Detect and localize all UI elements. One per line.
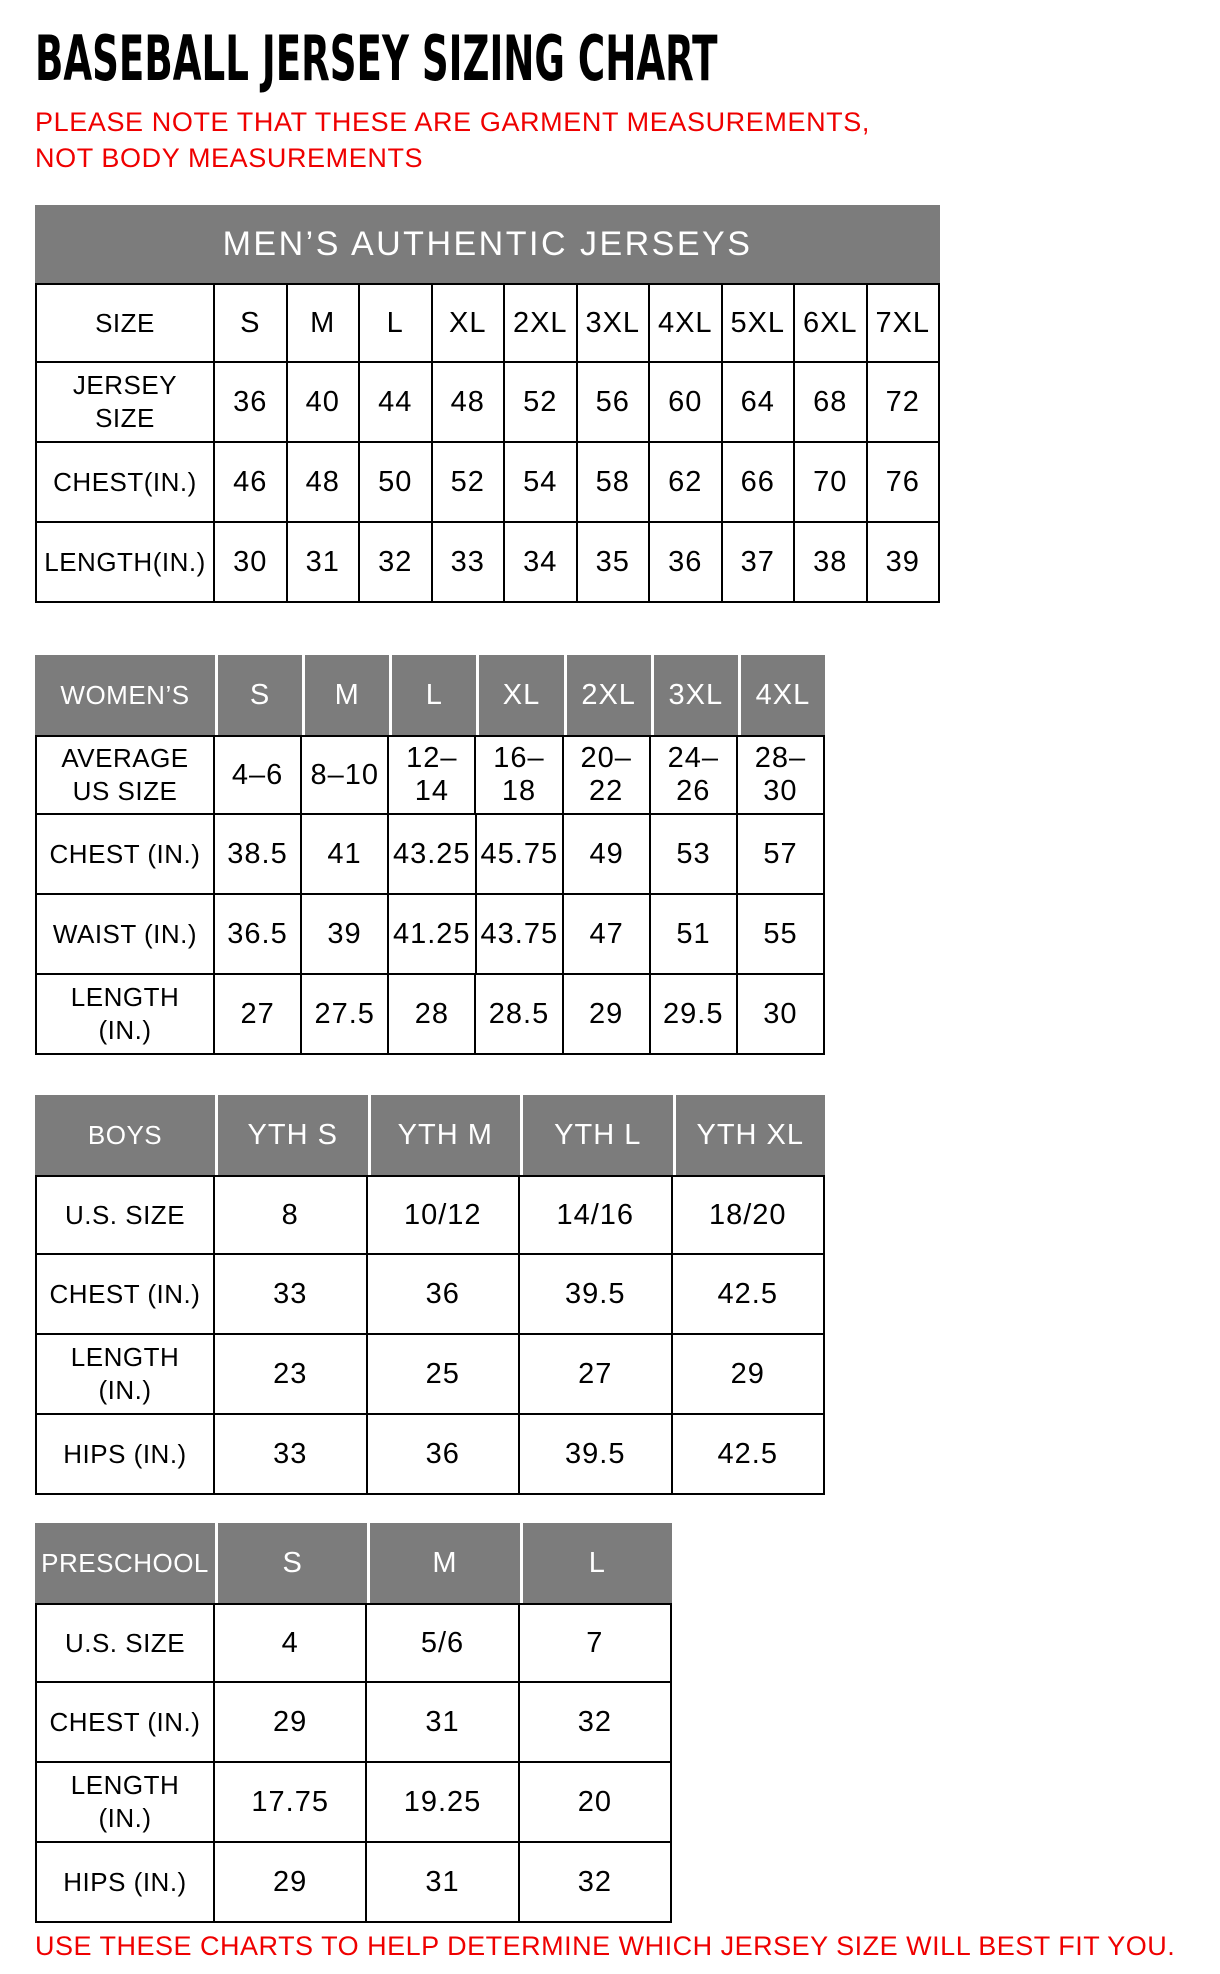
column-header-cell: 2XL <box>564 655 651 735</box>
value-cell: 6XL <box>795 283 868 363</box>
value-cell: 4 <box>215 1603 367 1683</box>
column-header-cell: S <box>215 1523 367 1603</box>
value-cell: 41.25 <box>389 895 477 975</box>
value-cell: 27.5 <box>302 975 389 1055</box>
value-cell: 36 <box>650 523 723 603</box>
table-row <box>35 1843 672 1923</box>
row-label-cell: U.S. SIZE <box>35 1175 215 1255</box>
value-cell: 55 <box>738 895 825 975</box>
value-cell: 17.75 <box>215 1763 367 1843</box>
mens-table-banner: MEN’S AUTHENTIC JERSEYS <box>35 205 940 283</box>
value-cell: 8 <box>215 1175 368 1255</box>
value-cell: 41 <box>302 815 389 895</box>
preschool-table-body <box>35 1603 672 1923</box>
value-cell: 38.5 <box>215 815 302 895</box>
womens-table-body <box>35 735 825 1055</box>
value-cell: 10/12 <box>368 1175 521 1255</box>
row-label-cell: WAIST (IN.) <box>35 895 215 975</box>
value-cell: 20–22 <box>564 735 651 815</box>
value-cell: 32 <box>520 1843 672 1923</box>
value-cell: 43.75 <box>477 895 565 975</box>
value-cell: 47 <box>564 895 651 975</box>
value-cell: 46 <box>215 443 288 523</box>
value-cell: 28.5 <box>476 975 563 1055</box>
value-cell: 32 <box>520 1683 672 1763</box>
column-header-cell: M <box>302 655 389 735</box>
value-cell: 24–26 <box>651 735 738 815</box>
value-cell: 39 <box>868 523 941 603</box>
value-cell: 48 <box>288 443 361 523</box>
row-label-cell: CHEST (IN.) <box>35 815 215 895</box>
value-cell: 31 <box>367 1843 519 1923</box>
column-header-cell: L <box>520 1523 672 1603</box>
mens-table <box>35 205 940 603</box>
value-cell: 50 <box>360 443 433 523</box>
row-label-cell: SIZE <box>35 283 215 363</box>
value-cell: 60 <box>650 363 723 443</box>
preschool-table <box>35 1523 672 1923</box>
value-cell: 33 <box>215 1255 368 1335</box>
column-header-cell: YTH L <box>520 1095 673 1175</box>
table-row <box>35 283 940 363</box>
footer-note: USE THESE CHARTS TO HELP DETERMINE WHICH JERSEY SIZE WILL BEST FIT YOU. <box>35 1931 1176 1961</box>
table-row <box>35 363 940 443</box>
womens-table <box>35 655 825 1055</box>
mens-table-body <box>35 283 940 603</box>
value-cell: 30 <box>215 523 288 603</box>
table-row <box>35 1415 825 1495</box>
womens-table-header <box>35 655 825 735</box>
value-cell: 19.25 <box>367 1763 519 1843</box>
table-row <box>35 1335 825 1415</box>
value-cell: 36 <box>368 1255 521 1335</box>
row-label-cell: LENGTH (IN.) <box>35 975 215 1055</box>
value-cell: 57 <box>738 815 825 895</box>
value-cell: 62 <box>650 443 723 523</box>
value-cell: 29 <box>564 975 651 1055</box>
boys-table-header <box>35 1095 825 1175</box>
value-cell: M <box>288 283 361 363</box>
column-header-cell: XL <box>476 655 563 735</box>
value-cell: 2XL <box>505 283 578 363</box>
row-label-cell: LENGTH (IN.) <box>35 1335 215 1415</box>
value-cell: 5/6 <box>367 1603 519 1683</box>
row-label-cell: U.S. SIZE <box>35 1603 215 1683</box>
value-cell: 30 <box>738 975 825 1055</box>
value-cell: 48 <box>433 363 506 443</box>
column-header-cell: L <box>389 655 476 735</box>
value-cell: 76 <box>868 443 941 523</box>
value-cell: 28 <box>389 975 476 1055</box>
row-label-cell: LENGTH(IN.) <box>35 523 215 603</box>
column-header-cell: 4XL <box>738 655 825 735</box>
value-cell: 36 <box>368 1415 521 1495</box>
table-row <box>35 1255 825 1335</box>
value-cell: 33 <box>215 1415 368 1495</box>
value-cell: 42.5 <box>673 1255 826 1335</box>
row-label-cell: JERSEY SIZE <box>35 363 215 443</box>
table-row <box>35 895 825 975</box>
value-cell: 72 <box>868 363 941 443</box>
value-cell: 27 <box>215 975 302 1055</box>
value-cell: 29.5 <box>651 975 738 1055</box>
value-cell: S <box>215 283 288 363</box>
value-cell: 66 <box>723 443 796 523</box>
value-cell: 44 <box>360 363 433 443</box>
boys-table <box>35 1095 825 1495</box>
value-cell: 52 <box>433 443 506 523</box>
column-header-cell: S <box>215 655 302 735</box>
value-cell: 38 <box>795 523 868 603</box>
value-cell: 58 <box>578 443 651 523</box>
value-cell: 29 <box>215 1683 367 1763</box>
value-cell: 53 <box>651 815 738 895</box>
table-row <box>35 523 940 603</box>
row-label-cell: LENGTH (IN.) <box>35 1763 215 1843</box>
value-cell: 43.25 <box>389 815 477 895</box>
preschool-table-header <box>35 1523 672 1603</box>
value-cell: 5XL <box>723 283 796 363</box>
row-label-cell: AVERAGE US SIZE <box>35 735 215 815</box>
value-cell: 37 <box>723 523 796 603</box>
value-cell: 4XL <box>650 283 723 363</box>
value-cell: 39.5 <box>520 1415 673 1495</box>
value-cell: 7 <box>520 1603 672 1683</box>
table-row <box>35 1683 672 1763</box>
table-row <box>35 443 940 523</box>
measurement-note: PLEASE NOTE THAT THESE ARE GARMENT MEASUREMENTS, NOT BODY MEASUREMENTS <box>35 107 870 173</box>
table-header-label: WOMEN’S <box>35 655 215 735</box>
value-cell: 34 <box>505 523 578 603</box>
boys-table-body <box>35 1175 825 1495</box>
row-label-cell: HIPS (IN.) <box>35 1843 215 1923</box>
value-cell: 29 <box>215 1843 367 1923</box>
table-row <box>35 815 825 895</box>
table-header-label: PRESCHOOL <box>35 1523 215 1603</box>
value-cell: 49 <box>564 815 651 895</box>
value-cell: 18/20 <box>673 1175 826 1255</box>
value-cell: 23 <box>215 1335 368 1415</box>
value-cell: 35 <box>578 523 651 603</box>
value-cell: 20 <box>520 1763 672 1843</box>
table-row <box>35 735 825 815</box>
value-cell: 4–6 <box>215 735 302 815</box>
table-row <box>35 1763 672 1843</box>
value-cell: 54 <box>505 443 578 523</box>
value-cell: 45.75 <box>477 815 565 895</box>
value-cell: 51 <box>651 895 738 975</box>
row-label-cell: HIPS (IN.) <box>35 1415 215 1495</box>
value-cell: 52 <box>505 363 578 443</box>
value-cell: 3XL <box>578 283 651 363</box>
value-cell: 31 <box>288 523 361 603</box>
column-header-cell: YTH XL <box>673 1095 826 1175</box>
page-title: BASEBALL JERSEY SIZING CHART <box>35 22 718 95</box>
table-header-label: BOYS <box>35 1095 215 1175</box>
value-cell: 36 <box>215 363 288 443</box>
value-cell: 40 <box>288 363 361 443</box>
value-cell: 36.5 <box>215 895 302 975</box>
value-cell: L <box>360 283 433 363</box>
column-header-cell: YTH S <box>215 1095 368 1175</box>
value-cell: XL <box>433 283 506 363</box>
value-cell: 68 <box>795 363 868 443</box>
value-cell: 25 <box>368 1335 521 1415</box>
row-label-cell: CHEST (IN.) <box>35 1683 215 1763</box>
column-header-cell: YTH M <box>368 1095 521 1175</box>
value-cell: 32 <box>360 523 433 603</box>
row-label-cell: CHEST(IN.) <box>35 443 215 523</box>
value-cell: 56 <box>578 363 651 443</box>
value-cell: 64 <box>723 363 796 443</box>
value-cell: 12–14 <box>389 735 476 815</box>
table-row <box>35 1175 825 1255</box>
column-header-cell: M <box>367 1523 519 1603</box>
value-cell: 14/16 <box>520 1175 673 1255</box>
column-header-cell: 3XL <box>651 655 738 735</box>
value-cell: 27 <box>520 1335 673 1415</box>
value-cell: 39.5 <box>520 1255 673 1335</box>
value-cell: 42.5 <box>673 1415 826 1495</box>
value-cell: 39 <box>302 895 389 975</box>
row-label-cell: CHEST (IN.) <box>35 1255 215 1335</box>
value-cell: 28–30 <box>738 735 825 815</box>
table-row <box>35 1603 672 1683</box>
value-cell: 70 <box>795 443 868 523</box>
value-cell: 16–18 <box>476 735 563 815</box>
value-cell: 8–10 <box>302 735 389 815</box>
value-cell: 31 <box>367 1683 519 1763</box>
value-cell: 29 <box>673 1335 826 1415</box>
table-row <box>35 975 825 1055</box>
value-cell: 7XL <box>868 283 941 363</box>
value-cell: 33 <box>433 523 506 603</box>
